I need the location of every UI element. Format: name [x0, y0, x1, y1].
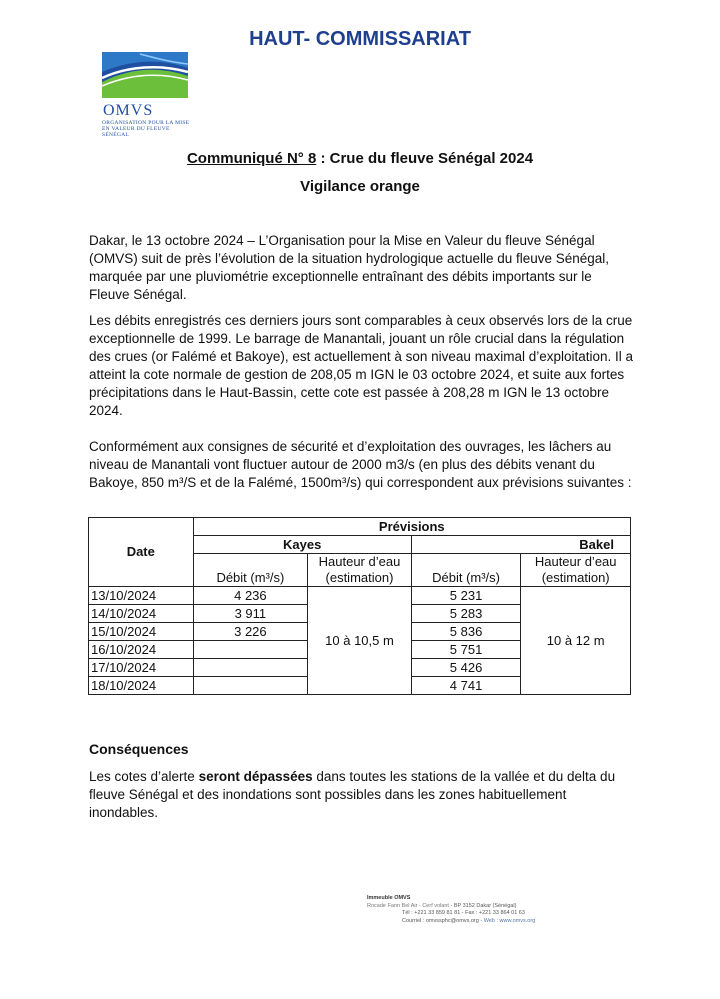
row-kayes-debit	[193, 677, 308, 695]
kayes-hauteur-label: Hauteur d’eau	[318, 554, 401, 569]
header-title: HAUT- COMMISSARIAT	[249, 28, 471, 50]
row-date: 13/10/2024	[89, 587, 194, 605]
header-bakel: Bakel	[411, 536, 630, 554]
consequences-text-after: dans toutes les stations de la vallée et du delta du fleuve Sénégal et des inondations sont possibles dans les zones habituellement inondables.	[89, 769, 616, 820]
row-date: 17/10/2024	[89, 659, 194, 677]
row-bakel-debit: 5 751	[411, 641, 521, 659]
vigilance-subtitle: Vigilance orange	[300, 178, 420, 195]
footer-web[interactable]: - Web : www.omvs.org	[478, 917, 536, 924]
footer-line4	[367, 918, 607, 926]
consequences-text-bold: seront dépassées	[198, 769, 313, 784]
footer-email: Courriel : omvssphc@omvs.org	[402, 917, 479, 924]
row-kayes-debit	[193, 659, 308, 677]
table-row	[89, 587, 631, 605]
previsions-table	[88, 517, 631, 695]
paragraph-intro: Dakar, le 13 octobre 2024 – L’Organisation pour la Mise en Valeur du fleuve Sénégal (OMVS) suit de près l’évolution de la situation hydrologique actuelle du fleuve Sénégal, marquée par une pluviométrie exceptionnelle entraînant des débits importants sur le Fleuve Sénégal.	[89, 233, 610, 302]
communique-subject: : Crue du fleuve Sénégal 2024	[316, 150, 534, 167]
paragraph-consequences	[89, 768, 634, 822]
footer-line2a: Rocade Fann Bel Air - Cerf volant	[367, 902, 449, 909]
header-kayes: Kayes	[193, 536, 411, 554]
row-kayes-debit	[193, 641, 308, 659]
logo-subtitle: ORGANISATION POUR LA MISE EN VALEUR DU FLEUVE SÉNÉGAL	[102, 120, 190, 138]
footer-address	[367, 895, 607, 925]
consequences-text-before: Les cotes d’alerte	[89, 769, 199, 784]
footer-line2	[367, 903, 607, 911]
footer-line2b: - BP 3152 Dakar (Sénégal)	[448, 902, 517, 909]
bakel-hauteur-label: Hauteur d’eau	[534, 554, 617, 569]
row-kayes-debit: 4 236	[193, 587, 308, 605]
row-bakel-debit: 4 741	[411, 677, 521, 695]
omvs-logo-icon	[100, 52, 190, 100]
bakel-estimation-label: (estimation)	[541, 570, 610, 585]
header-kayes-debit: Débit (m³/s)	[193, 554, 308, 587]
communique-title	[0, 150, 720, 167]
row-bakel-debit: 5 283	[411, 605, 521, 623]
kayes-hauteur-value: 10 à 10,5 m	[308, 587, 412, 695]
footer-line3: Tél : +221 33 859 81 81 - Fax : +221 33 864 01 63	[402, 910, 525, 916]
row-kayes-debit: 3 226	[193, 623, 308, 641]
logo-name: OMVS	[103, 102, 154, 119]
header-kayes-hauteur	[308, 554, 412, 587]
omvs-logo	[100, 52, 200, 138]
header-bakel-debit: Débit (m³/s)	[411, 554, 521, 587]
row-bakel-debit: 5 836	[411, 623, 521, 641]
row-bakel-debit: 5 426	[411, 659, 521, 677]
row-date: 15/10/2024	[89, 623, 194, 641]
consequences-heading: Conséquences	[89, 741, 189, 757]
row-bakel-debit: 5 231	[411, 587, 521, 605]
row-kayes-debit: 3 911	[193, 605, 308, 623]
paragraph-debits: Les débits enregistrés ces derniers jours sont comparables à ceux observés lors de la crue exceptionnelle de 1999. Le barrage de Manantali, jouant un rôle crucial dans la régulation des crues (or Falémé et Bakoye), est actuellement à son niveau maximal d’exploitation. Il a atteint la cote normale de gestion de 208,05 m IGN le 03 octobre 2024, et suite aux fortes précipitations dans le Haut-Bassin, cette cote est passée à 208,28 m IGN le 13 octobre 2024.	[89, 313, 634, 418]
row-date: 14/10/2024	[89, 605, 194, 623]
header-bakel-hauteur	[521, 554, 631, 587]
header-date: Date	[89, 518, 194, 587]
paragraph-lachers: Conformément aux consignes de sécurité et d’exploitation des ouvrages, les lâchers au niveau de Manantali vont fluctuer autour de 2000 m3/s (en plus des débits venant du Bakoye, 850 m³/S et de la Falémé, 1500m³/s) qui correspondent aux prévisions suivantes :	[89, 439, 632, 490]
footer-line1: Immeuble OMVS	[367, 895, 411, 901]
header-previsions: Prévisions	[193, 518, 630, 536]
row-date: 18/10/2024	[89, 677, 194, 695]
communique-number: Communiqué N° 8	[186, 150, 317, 167]
kayes-estimation-label: (estimation)	[325, 570, 394, 585]
row-date: 16/10/2024	[89, 641, 194, 659]
bakel-hauteur-value: 10 à 12 m	[521, 587, 631, 695]
